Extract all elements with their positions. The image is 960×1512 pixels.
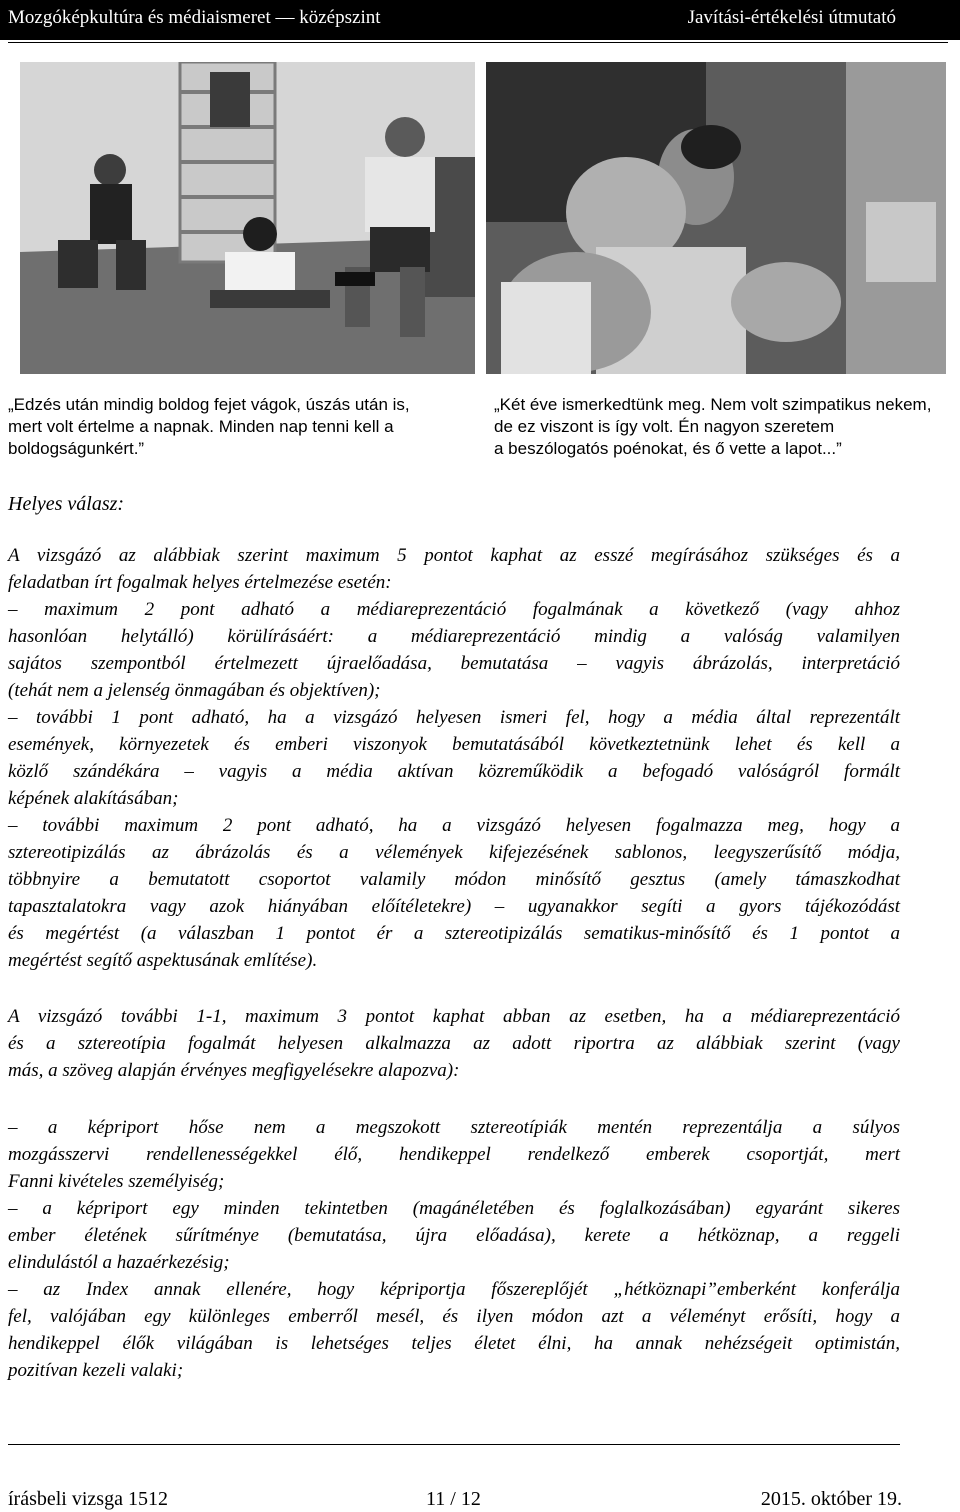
- text-line: hendikeppel élők világában is lehetséges teljes életet élni, ha annak nehézségeit optimistán,: [8, 1333, 900, 1354]
- text-line: – maximum 2 pont adható a médiareprezentáció fogalmának a következő (vagy ahhoz: [8, 599, 900, 620]
- text-line: sajátos szempontból értelmezett újraelőadása, bemutatása – vagyis ábrázolás, interpretáció: [8, 653, 900, 674]
- text-line: A vizsgázó az alábbiak szerint maximum 5 pontot kaphat az esszé megírásához szükséges és a: [8, 545, 900, 566]
- header-doc-type: Javítási-értékelési útmutató: [687, 7, 896, 28]
- footer-divider: [8, 1444, 900, 1445]
- text-line: és a sztereotípia fogalmát helyesen alkalmazza az adott riportra az alábbiak szerint (vagy: [8, 1033, 900, 1054]
- text-line: feladatban írt fogalmak helyes értelmezése esetén:: [8, 572, 392, 593]
- text-line: – a képriport hőse nem a megszokott sztereotípiák mentén reprezentálja a súlyos: [8, 1117, 900, 1138]
- text-line: ember életének sűrítménye (bemutatása, újra előadása), kerete a hétköznap, a reggeli: [8, 1225, 900, 1246]
- section-title: Helyes válasz:: [8, 493, 125, 515]
- caption-line: „Két éve ismerkedtünk meg. Nem volt szimpatikus nekem,: [494, 395, 932, 414]
- text-line: képének alakításában;: [8, 788, 179, 809]
- footer-exam-id: írásbeli vizsga 1512: [8, 1488, 168, 1510]
- text-line: közlő szándékára – vagyis a média aktívan közreműködik a befogadó valóságról formált: [8, 761, 900, 782]
- gym-photo: [20, 62, 475, 374]
- gym-photo-caption: [8, 394, 458, 460]
- scoring-paragraph-concepts: [8, 542, 900, 974]
- caption-line: boldogságunkért.”: [8, 439, 145, 458]
- scoring-criteria-list: [8, 1114, 900, 1384]
- footer-page-number: 11 / 12: [426, 1488, 481, 1510]
- text-line: tapasztalatokra vagy azok hiányában előítéletekre) – ugyanakkor segíti a gyors tájékozódást: [8, 896, 900, 917]
- text-line: pozitívan kezeli valaki;: [8, 1360, 184, 1381]
- caption-line: de ez viszont is így volt. Én nagyon szeretem: [494, 417, 835, 436]
- text-line: A vizsgázó további 1-1, maximum 3 pontot kaphat abban az esetben, ha a médiareprezentáció: [8, 1006, 900, 1027]
- text-line: (tehát nem a jelenség önmagában és objektíven);: [8, 680, 381, 701]
- couple-photo-caption: [494, 394, 960, 460]
- text-line: – az Index annak ellenére, hogy képriportja főszereplőjét „hétköznapi”emberként konferálja: [8, 1279, 900, 1300]
- gym-photo-image: [20, 62, 475, 374]
- text-line: – a képriport egy minden tekintetben (magánéletében és foglalkozásában) egyaránt sikeres: [8, 1198, 900, 1219]
- caption-line: „Edzés után mindig boldog fejet vágok, úszás után is,: [8, 395, 410, 414]
- text-line: megértést segítő aspektusának említése).: [8, 950, 318, 971]
- caption-line: a beszólogatós poénokat, és ő vette a lapot...”: [494, 439, 842, 458]
- couple-photo: [486, 62, 946, 374]
- text-line: mozgásszervi rendellenességekkel élő, hendikeppel rendelkező emberek csoportját, mert: [8, 1144, 900, 1165]
- footer-date: 2015. október 19.: [760, 1488, 902, 1510]
- couple-photo-image: [486, 62, 946, 374]
- scoring-paragraph-application: [8, 1003, 900, 1084]
- text-line: – további 1 pont adható, ha a vizsgázó helyesen ismeri fel, hogy a média által reprezentált: [8, 707, 900, 728]
- text-line: elindulástól a hazaérkezésig;: [8, 1252, 230, 1273]
- text-line: más, a szöveg alapján érvényes megfigyelésekre alapozva):: [8, 1060, 460, 1081]
- text-line: fel, valójában egy különleges emberről mesél, és ilyen módon azt a véleményt erősíti, hogy a: [8, 1306, 900, 1327]
- header-divider: [8, 42, 948, 43]
- text-line: többnyire a bemutatott csoportot valamily módon minősítő gesztus (amely támaszkodhat: [8, 869, 900, 890]
- text-line: – további maximum 2 pont adható, ha a vizsgázó helyesen fogalmazza meg, hogy a: [8, 815, 900, 836]
- text-line: és megértést (a válaszban 1 pontot ér a sztereotipizálás sematikus-minősítő és 1 pontot a: [8, 923, 900, 944]
- text-line: Fanni kivételes személyiség;: [8, 1171, 225, 1192]
- header-subject: Mozgóképkultúra és médiaismeret — középszint: [8, 7, 381, 28]
- caption-line: mert volt értelme a napnak. Minden nap tenni kell a: [8, 417, 394, 436]
- page-header: [0, 0, 960, 40]
- text-line: hasonlóan helytálló) körülírásáért: a médiareprezentáció mindig a valóság valamilyen: [8, 626, 900, 647]
- text-line: sztereotipizálás az ábrázolás és a vélemények kifejezésének sablonos, leegyszerűsítő módja,: [8, 842, 900, 863]
- text-line: események, környezetek és emberi viszonyok bemutatásából következtetnünk lehet és kell a: [8, 734, 900, 755]
